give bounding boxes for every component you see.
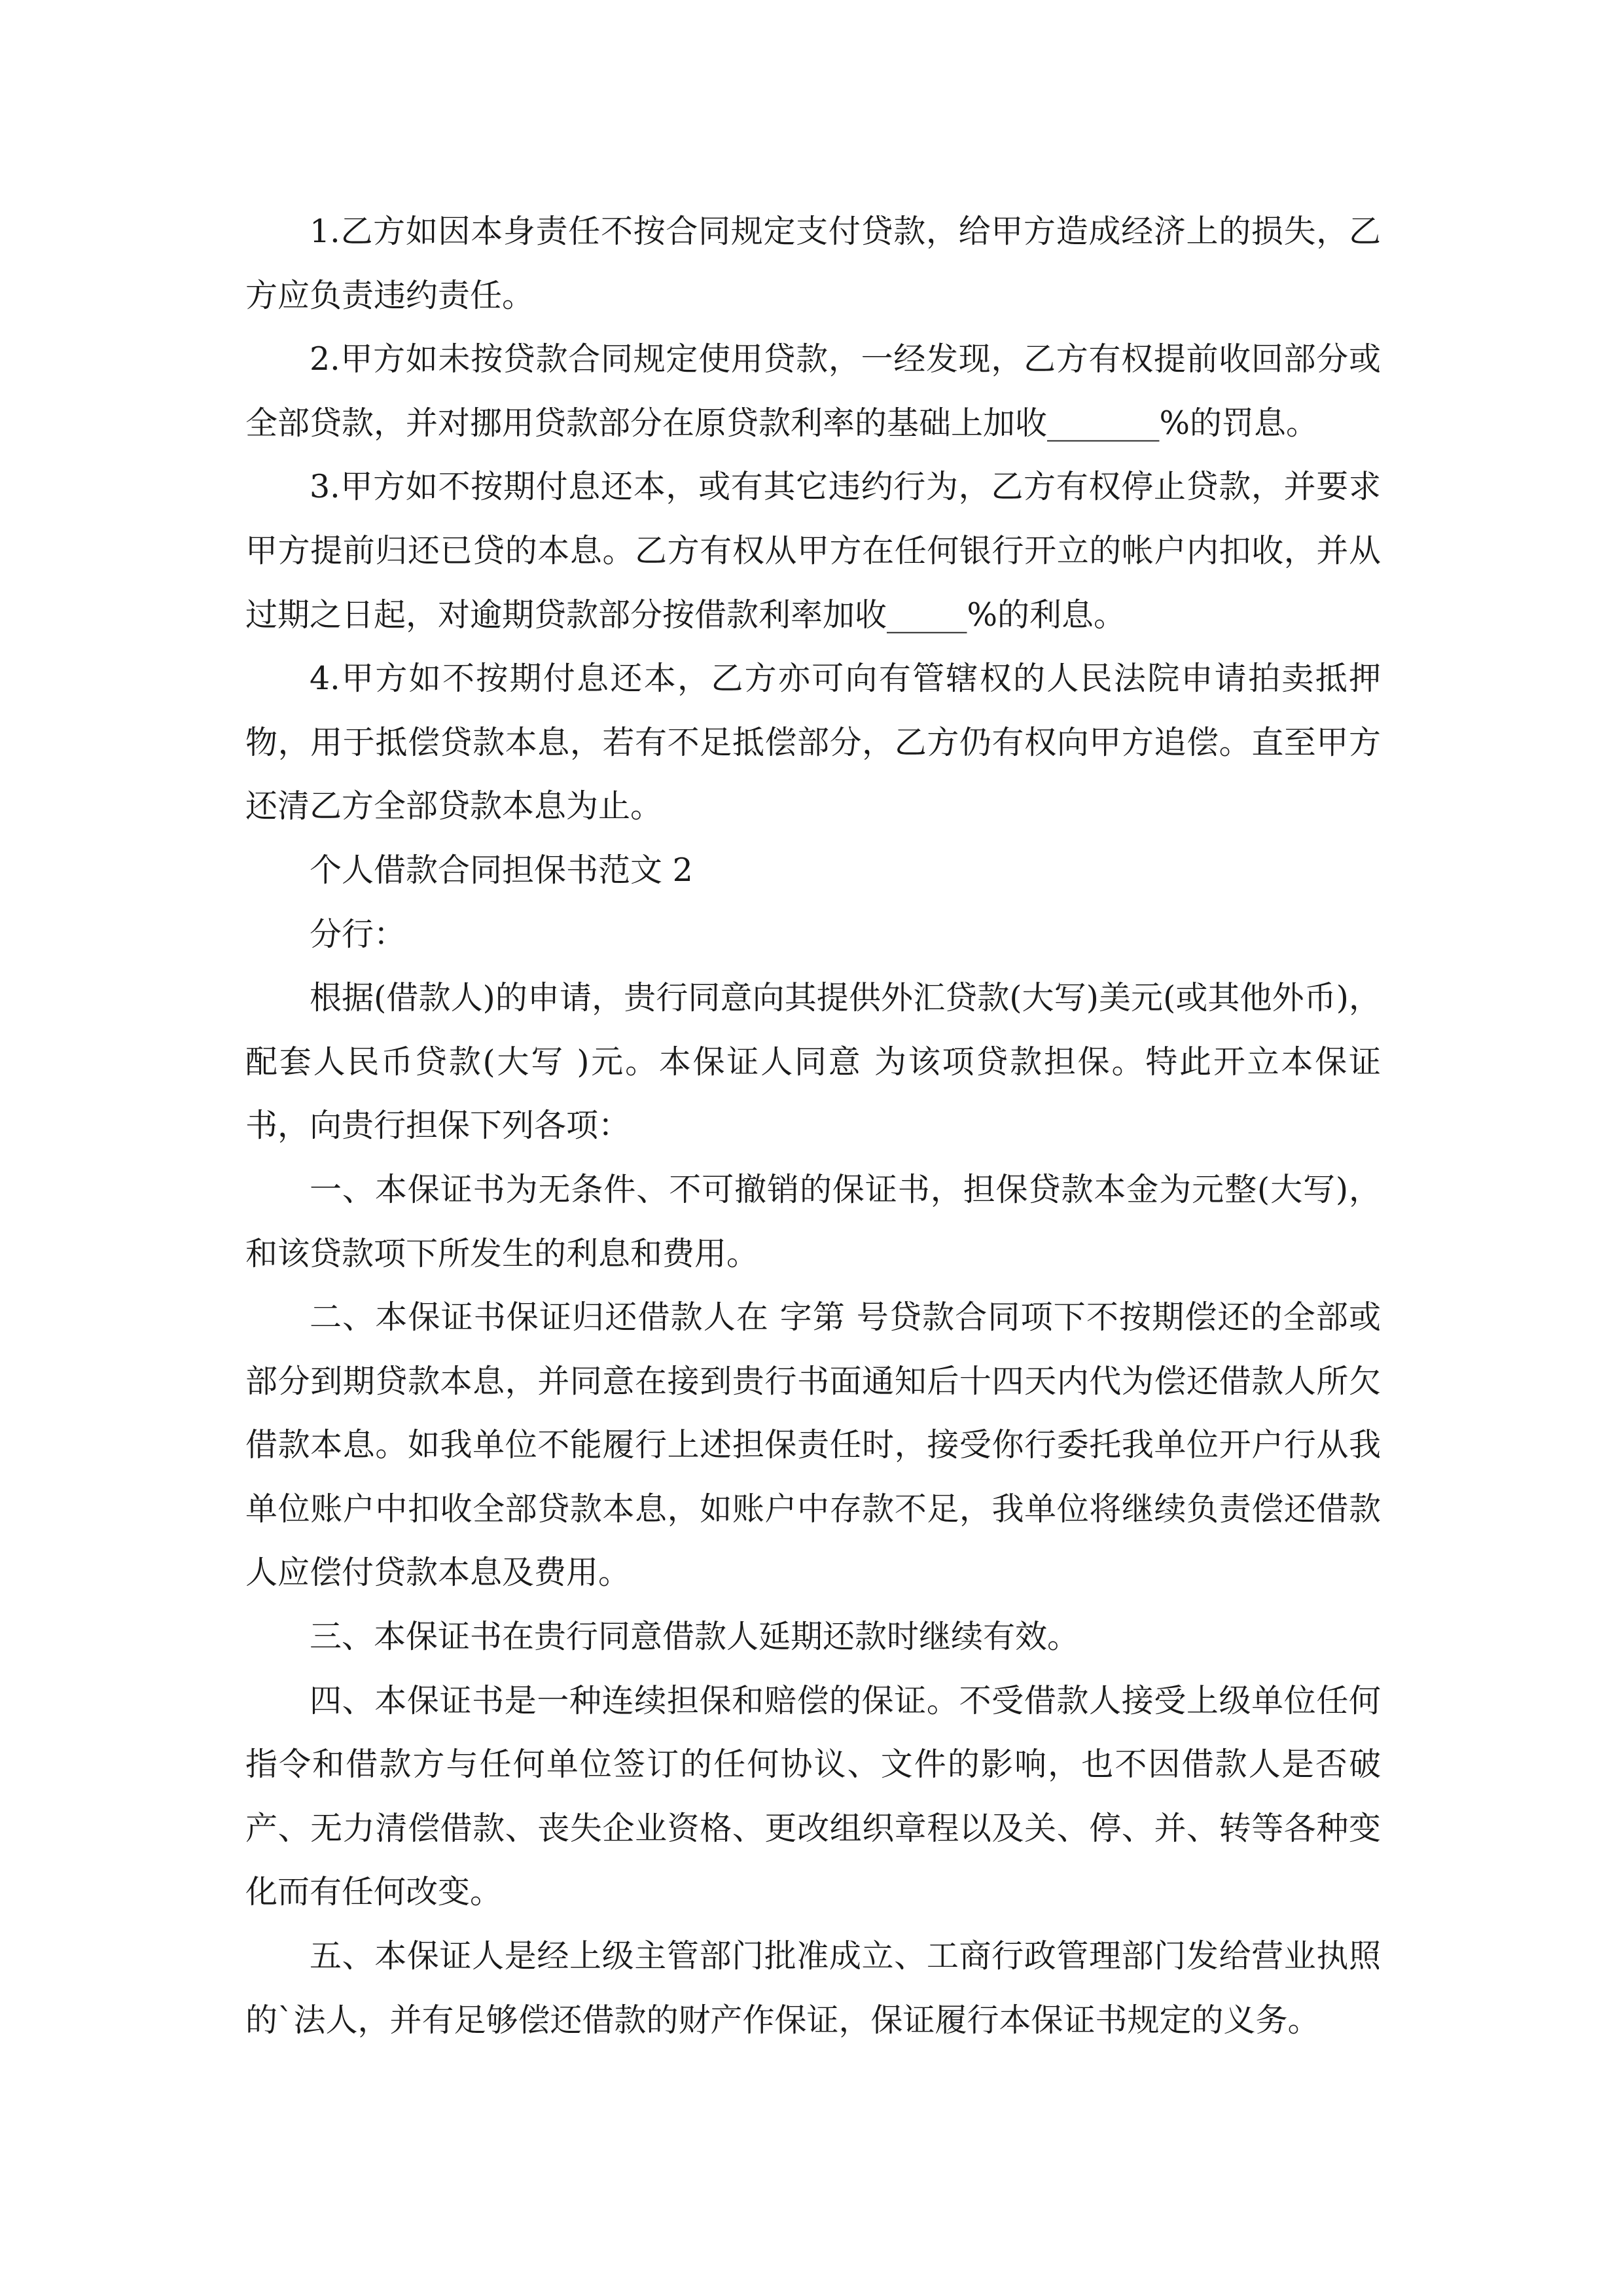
guarantee-item-5: 五、本保证人是经上级主管部门批准成立、工商行政管理部门发给营业执照的`法人，并有足够偿还借款的财产作保证，保证履行本保证书规定的义务。 bbox=[245, 1937, 1381, 2039]
guarantee-item-4: 四、本保证书是一种连续担保和赔偿的保证。不受借款人接受上级单位任何指令和借款方与任何单位签订的任何协议、文件的影响，也不因借款人是否破产、无力清偿借款、丧失企业资格、更改组织章程以及关、停、并、转等各种变化而有任何改变。 bbox=[245, 1681, 1381, 1911]
clause-4-paragraph: 4.甲方如不按期付息还本，乙方亦可向有管辖权的人民法院申请拍卖抵押物，用于抵偿贷款本息，若有不足抵偿部分，乙方仍有权向甲方追偿。直至甲方还清乙方全部贷款本息为止。 bbox=[245, 660, 1381, 825]
guarantee-item-1: 一、本保证书为无条件、不可撤销的保证书，担保贷款本金为元整(大写)，和该贷款项下所发生的利息和费用。 bbox=[245, 1170, 1381, 1272]
clause-2-paragraph: 2.甲方如未按贷款合同规定使用贷款，一经发现，乙方有权提前收回部分或全部贷款，并对挪用贷款部分在原贷款利率的基础上加收_______%的罚息。 bbox=[245, 340, 1381, 442]
document-body bbox=[245, 200, 1381, 2052]
clause-1-paragraph: 1.乙方如因本身责任不按合同规定支付贷款，给甲方造成经济上的损失，乙方应负责违约责任。 bbox=[245, 213, 1381, 314]
clause-3-paragraph: 3.甲方如不按期付息还本，或有其它违约行为，乙方有权停止贷款，并要求甲方提前归还已贷的本息。乙方有权从甲方在任何银行开立的帐户内扣收，并从过期之日起，对逾期贷款部分按借款利率加收_____%的利息。 bbox=[245, 468, 1381, 634]
guarantee-item-2: 二、本保证书保证归还借款人在 字第 号贷款合同项下不按期偿还的全部或部分到期贷款本息，并同意在接到贵行书面通知后十四天内代为偿还借款人所欠借款本息。如我单位不能履行上述担保责任时，接受你行委托我单位开户行从我单位账户中扣收全部贷款本息，如账户中存款不足，我单位将继续负责偿还借款人应偿付贷款本息及费用。 bbox=[245, 1299, 1381, 1592]
section-title: 个人借款合同担保书范文 2 bbox=[310, 851, 693, 889]
intro-paragraph: 根据(借款人)的申请，贵行同意向其提供外汇贷款(大写)美元(或其他外币)，配套人民币贷款(大写 )元。本保证人同意 为该项贷款担保。特此开立本保证书，向贵行担保下列各项： bbox=[245, 979, 1381, 1145]
salutation: 分行： bbox=[310, 915, 406, 953]
guarantee-item-3: 三、本保证书在贵行同意借款人延期还款时继续有效。 bbox=[310, 1618, 1080, 1656]
